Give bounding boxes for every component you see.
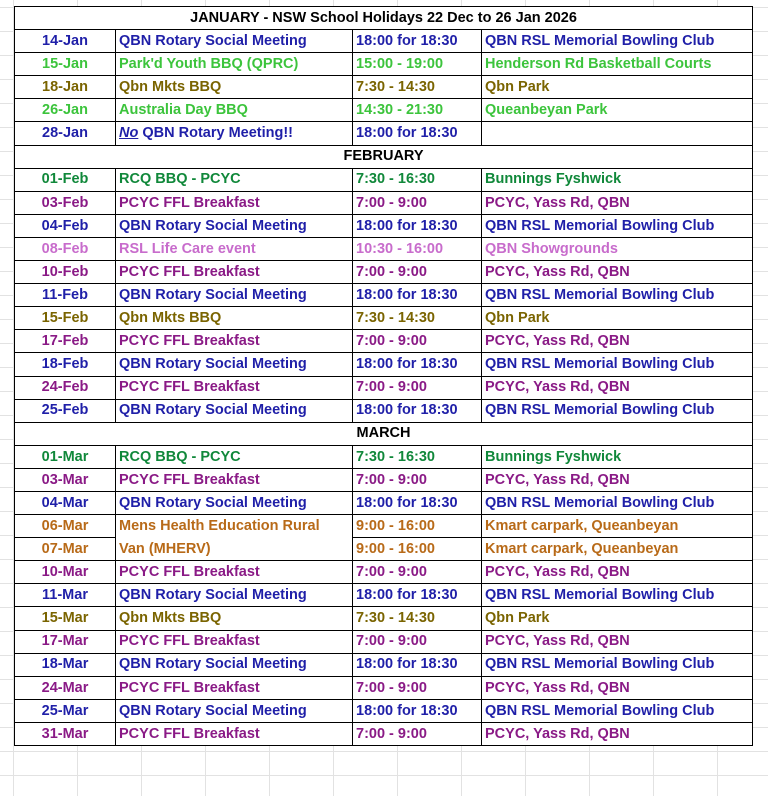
event-prefix: No	[119, 125, 139, 142]
time-cell[interactable]: 7:00 - 9:00	[353, 376, 482, 399]
time-cell[interactable]: 18:00 for 18:30	[353, 699, 482, 722]
date-cell[interactable]: 10-Mar	[15, 561, 116, 584]
section-header-row	[15, 145, 753, 168]
date-cell[interactable]: 03-Feb	[15, 191, 116, 214]
table-row	[15, 53, 753, 76]
time-cell[interactable]: 18:00 for 18:30	[353, 584, 482, 607]
event-cell[interactable]: QBN Rotary Social Meeting	[116, 30, 353, 53]
table-row	[15, 584, 753, 607]
location-cell[interactable]: Qbn Park	[482, 76, 753, 99]
event-cell[interactable]: PCYC FFL Breakfast	[116, 468, 353, 491]
event-cell[interactable]: QBN Rotary Social Meeting	[116, 399, 353, 422]
table-row	[15, 676, 753, 699]
time-cell[interactable]: 18:00 for 18:30	[353, 353, 482, 376]
location-cell[interactable]: PCYC, Yass Rd, QBN	[482, 376, 753, 399]
location-cell[interactable]: Henderson Rd Basketball Courts	[482, 53, 753, 76]
time-cell[interactable]: 9:00 - 16:00	[353, 515, 482, 538]
location-cell[interactable]: QBN RSL Memorial Bowling Club	[482, 214, 753, 237]
event-cell[interactable]: Qbn Mkts BBQ	[116, 307, 353, 330]
location-cell[interactable]: QBN RSL Memorial Bowling Club	[482, 353, 753, 376]
time-cell[interactable]: 18:00 for 18:30	[353, 122, 482, 145]
table-row	[15, 284, 753, 307]
table-row	[15, 399, 753, 422]
location-cell[interactable]: Queanbeyan Park	[482, 99, 753, 122]
time-cell[interactable]: 7:00 - 9:00	[353, 261, 482, 284]
location-cell[interactable]	[482, 122, 753, 145]
event-cell[interactable]: Park'd Youth BBQ (QPRC)	[116, 53, 353, 76]
location-cell[interactable]: Qbn Park	[482, 307, 753, 330]
location-cell[interactable]: PCYC, Yass Rd, QBN	[482, 261, 753, 284]
location-cell[interactable]: PCYC, Yass Rd, QBN	[482, 191, 753, 214]
location-cell[interactable]: QBN RSL Memorial Bowling Club	[482, 284, 753, 307]
location-cell[interactable]: QBN RSL Memorial Bowling Club	[482, 491, 753, 514]
table-row	[15, 122, 753, 145]
date-cell[interactable]: 15-Feb	[15, 307, 116, 330]
location-cell[interactable]: PCYC, Yass Rd, QBN	[482, 722, 753, 745]
location-cell[interactable]: PCYC, Yass Rd, QBN	[482, 330, 753, 353]
time-cell[interactable]: 10:30 - 16:00	[353, 237, 482, 260]
time-cell[interactable]: 7:00 - 9:00	[353, 676, 482, 699]
table-row	[15, 630, 753, 653]
date-cell[interactable]: 26-Jan	[15, 99, 116, 122]
event-cell[interactable]: Mens Health Education Rural	[116, 515, 353, 538]
section-title[interactable]: FEBRUARY	[15, 145, 753, 168]
location-cell[interactable]: PCYC, Yass Rd, QBN	[482, 561, 753, 584]
date-cell[interactable]: 24-Feb	[15, 376, 116, 399]
event-cell[interactable]: PCYC FFL Breakfast	[116, 722, 353, 745]
date-cell[interactable]: 06-Mar	[15, 515, 116, 538]
date-cell[interactable]: 11-Feb	[15, 284, 116, 307]
event-cell[interactable]: RCQ BBQ - PCYC	[116, 168, 353, 191]
time-cell[interactable]: 18:00 for 18:30	[353, 284, 482, 307]
table-row	[15, 722, 753, 745]
event-cell[interactable]: PCYC FFL Breakfast	[116, 630, 353, 653]
time-cell[interactable]: 7:30 - 14:30	[353, 307, 482, 330]
table-row	[15, 30, 753, 53]
table-row	[15, 330, 753, 353]
date-cell[interactable]: 04-Feb	[15, 214, 116, 237]
table-row	[15, 491, 753, 514]
time-cell[interactable]: 18:00 for 18:30	[353, 399, 482, 422]
time-cell[interactable]: 7:00 - 9:00	[353, 630, 482, 653]
events-calendar-table	[14, 6, 753, 746]
table-row	[15, 237, 753, 260]
section-header-row	[15, 7, 753, 30]
table-row	[15, 515, 753, 538]
table-row	[15, 653, 753, 676]
event-cell[interactable]: RSL Life Care event	[116, 237, 353, 260]
event-cell[interactable]: Qbn Mkts BBQ	[116, 607, 353, 630]
time-cell[interactable]: 7:30 - 14:30	[353, 76, 482, 99]
table-row	[15, 468, 753, 491]
table-row	[15, 607, 753, 630]
time-cell[interactable]: 7:30 - 14:30	[353, 607, 482, 630]
event-cell[interactable]: QBN Rotary Social Meeting	[116, 214, 353, 237]
table-row	[15, 214, 753, 237]
date-cell[interactable]: 08-Feb	[15, 237, 116, 260]
event-cell[interactable]: Qbn Mkts BBQ	[116, 76, 353, 99]
date-cell[interactable]: 25-Mar	[15, 699, 116, 722]
event-cell[interactable]: PCYC FFL Breakfast	[116, 330, 353, 353]
date-cell[interactable]: 14-Jan	[15, 30, 116, 53]
event-cell[interactable]: QBN Rotary Social Meeting	[116, 699, 353, 722]
date-cell[interactable]: 11-Mar	[15, 584, 116, 607]
date-cell[interactable]: 15-Jan	[15, 53, 116, 76]
event-cell[interactable]: Australia Day BBQ	[116, 99, 353, 122]
event-cell[interactable]: QBN Rotary Social Meeting	[116, 284, 353, 307]
event-cell[interactable]: Van (MHERV)	[116, 538, 353, 561]
date-cell[interactable]: 17-Mar	[15, 630, 116, 653]
event-cell[interactable]: QBN Rotary Social Meeting	[116, 491, 353, 514]
time-cell[interactable]: 7:00 - 9:00	[353, 722, 482, 745]
date-cell[interactable]: 07-Mar	[15, 538, 116, 561]
table-row	[15, 76, 753, 99]
date-cell[interactable]: 31-Mar	[15, 722, 116, 745]
location-cell[interactable]: Kmart carpark, Queanbeyan	[482, 538, 753, 561]
location-cell[interactable]: QBN RSL Memorial Bowling Club	[482, 30, 753, 53]
date-cell[interactable]: 10-Feb	[15, 261, 116, 284]
event-cell[interactable]: PCYC FFL Breakfast	[116, 376, 353, 399]
event-label: QBN Rotary Meeting!!	[138, 125, 294, 142]
date-cell[interactable]: 01-Mar	[15, 445, 116, 468]
table-row	[15, 538, 753, 561]
event-cell[interactable]: QBN Rotary Social Meeting	[116, 353, 353, 376]
event-cell[interactable]: PCYC FFL Breakfast	[116, 561, 353, 584]
time-cell[interactable]: 7:00 - 9:00	[353, 468, 482, 491]
location-cell[interactable]: QBN Showgrounds	[482, 237, 753, 260]
table-row	[15, 445, 753, 468]
time-cell[interactable]: 18:00 for 18:30	[353, 214, 482, 237]
table-row	[15, 376, 753, 399]
time-cell[interactable]: 18:00 for 18:30	[353, 30, 482, 53]
event-cell[interactable]: QBN Rotary Social Meeting	[116, 653, 353, 676]
time-cell[interactable]: 14:30 - 21:30	[353, 99, 482, 122]
event-cell[interactable]: PCYC FFL Breakfast	[116, 191, 353, 214]
location-cell[interactable]: QBN RSL Memorial Bowling Club	[482, 653, 753, 676]
date-cell[interactable]: 25-Feb	[15, 399, 116, 422]
event-cell[interactable]: PCYC FFL Breakfast	[116, 261, 353, 284]
table-row	[15, 168, 753, 191]
date-cell[interactable]: 01-Feb	[15, 168, 116, 191]
section-title[interactable]: JANUARY - NSW School Holidays 22 Dec to 26 Jan 2026	[15, 7, 753, 30]
date-cell[interactable]: 18-Mar	[15, 653, 116, 676]
table-row	[15, 353, 753, 376]
date-cell[interactable]: 28-Jan	[15, 122, 116, 145]
events-calendar-body	[15, 7, 753, 746]
table-row	[15, 261, 753, 284]
time-cell[interactable]: 18:00 for 18:30	[353, 491, 482, 514]
event-cell[interactable]: RCQ BBQ - PCYC	[116, 445, 353, 468]
time-cell[interactable]: 7:00 - 9:00	[353, 191, 482, 214]
date-cell[interactable]: 03-Mar	[15, 468, 116, 491]
date-cell[interactable]: 18-Feb	[15, 353, 116, 376]
time-cell[interactable]: 7:00 - 9:00	[353, 330, 482, 353]
date-cell[interactable]: 24-Mar	[15, 676, 116, 699]
date-cell[interactable]: 04-Mar	[15, 491, 116, 514]
time-cell[interactable]: 7:00 - 9:00	[353, 561, 482, 584]
section-header-row	[15, 422, 753, 445]
table-row	[15, 307, 753, 330]
date-cell[interactable]: 17-Feb	[15, 330, 116, 353]
location-cell[interactable]: PCYC, Yass Rd, QBN	[482, 630, 753, 653]
event-cell[interactable]	[116, 122, 353, 145]
date-cell[interactable]: 15-Mar	[15, 607, 116, 630]
time-cell[interactable]: 7:30 - 16:30	[353, 168, 482, 191]
event-cell[interactable]: PCYC FFL Breakfast	[116, 676, 353, 699]
location-cell[interactable]: QBN RSL Memorial Bowling Club	[482, 699, 753, 722]
location-cell[interactable]: QBN RSL Memorial Bowling Club	[482, 584, 753, 607]
time-cell[interactable]: 9:00 - 16:00	[353, 538, 482, 561]
location-cell[interactable]: PCYC, Yass Rd, QBN	[482, 468, 753, 491]
location-cell[interactable]: Qbn Park	[482, 607, 753, 630]
table-row	[15, 191, 753, 214]
table-row	[15, 699, 753, 722]
location-cell[interactable]: Kmart carpark, Queanbeyan	[482, 515, 753, 538]
location-cell[interactable]: Bunnings Fyshwick	[482, 168, 753, 191]
time-cell[interactable]: 18:00 for 18:30	[353, 653, 482, 676]
date-cell[interactable]: 18-Jan	[15, 76, 116, 99]
location-cell[interactable]: PCYC, Yass Rd, QBN	[482, 676, 753, 699]
location-cell[interactable]: Bunnings Fyshwick	[482, 445, 753, 468]
event-cell[interactable]: QBN Rotary Social Meeting	[116, 584, 353, 607]
section-title[interactable]: MARCH	[15, 422, 753, 445]
location-cell[interactable]: QBN RSL Memorial Bowling Club	[482, 399, 753, 422]
time-cell[interactable]: 7:30 - 16:30	[353, 445, 482, 468]
time-cell[interactable]: 15:00 - 19:00	[353, 53, 482, 76]
table-row	[15, 561, 753, 584]
table-row	[15, 99, 753, 122]
